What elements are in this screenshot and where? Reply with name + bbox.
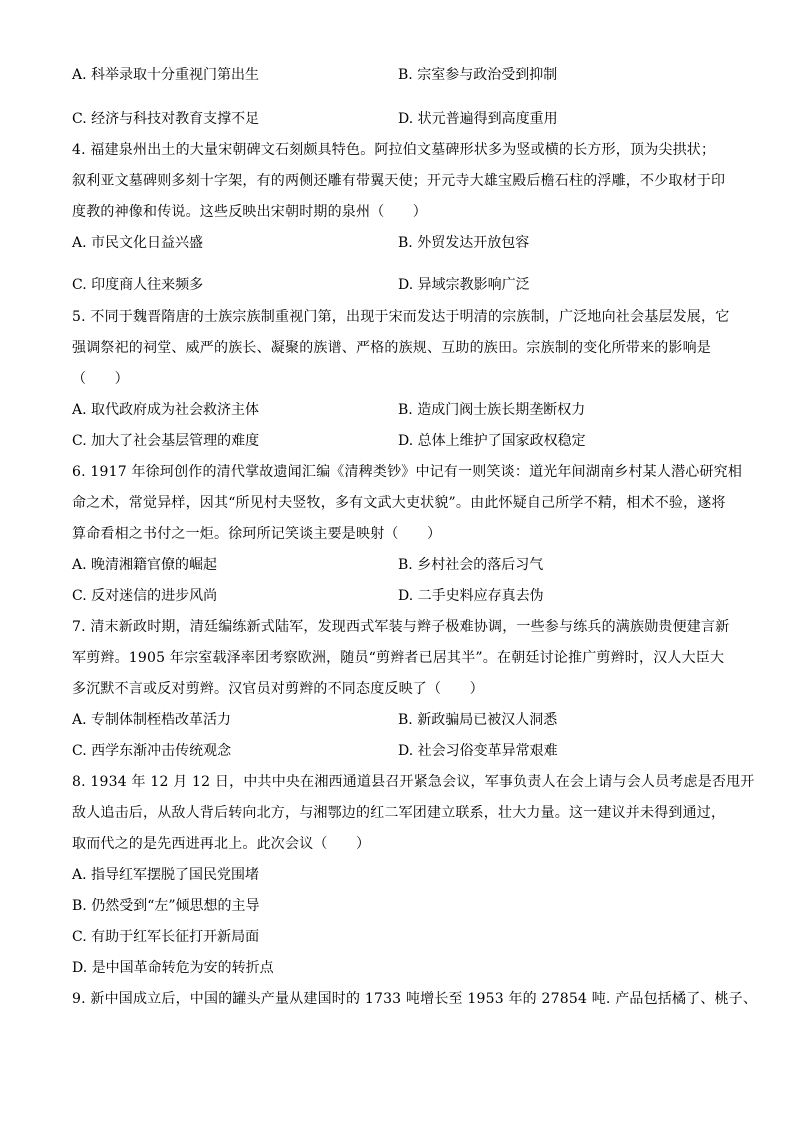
q8-stem-line-1: 8. 1934 年 12 月 12 日，中共中央在湘西通道县召开紧急会议，军事负责人在会上请与会人员考虑是否甩开 [72, 774, 755, 790]
q5-stem-line-3: （ ） [72, 371, 129, 387]
q8-option-a[interactable]: A. 指导红军摆脱了国民党围堵 [72, 867, 260, 883]
q7-stem-line-2: 军剪辫。1905 年宗室载泽率团考察欧洲，随员“剪辫者已居其半”。在朝廷讨论推广剪辫时，汉人大臣大 [72, 650, 725, 666]
q5-option-a[interactable]: A. 取代政府成为社会救济主体 [72, 402, 260, 418]
q8-option-c[interactable]: C. 有助于红军长征打开新局面 [72, 929, 260, 945]
q6-stem-line-1: 6. 1917 年徐珂创作的清代掌故遗闻汇编《清稗类钞》中记有一则笑谈：道光年间湖南乡村某人潜心研究相 [72, 464, 743, 480]
q3-option-d[interactable]: D. 状元普遍得到高度重用 [398, 111, 558, 127]
q6-option-a[interactable]: A. 晚清湘籍官僚的崛起 [72, 557, 218, 573]
q8-stem-line-2: 敌人追击后，从敌人背后转向北方，与湘鄂边的红二军团建立联系，壮大力量。这一建议并未得到通过， [72, 805, 726, 821]
q5-stem-line-2: 强调祭祀的祠堂、威严的族长、凝聚的族谱、严格的族规、互助的族田。宗族制的变化所带来的影响是 [72, 340, 711, 356]
q5-option-c[interactable]: C. 加大了社会基层管理的难度 [72, 433, 260, 449]
q8-stem-line-3: 取而代之的是先西进再北上。此次会议（ ） [72, 836, 371, 852]
q7-option-d[interactable]: D. 社会习俗变革异常艰难 [398, 743, 558, 759]
q7-stem-line-3: 多沉默不言或反对剪辫。汉官员对剪辫的不同态度反映了（ ） [72, 681, 484, 697]
q6-option-d[interactable]: D. 二手史料应存真去伪 [398, 588, 544, 604]
q6-stem-line-3: 算命看相之书付之一炬。徐珂所记笑谈主要是映射（ ） [72, 526, 442, 542]
q3-option-b[interactable]: B. 宗室参与政治受到抑制 [398, 67, 558, 83]
q3-option-a[interactable]: A. 科举录取十分重视门第出生 [72, 67, 260, 83]
q4-option-d[interactable]: D. 异域宗教影响广泛 [398, 277, 530, 293]
q6-stem-line-2: 命之术，常觉异样，因其“所见村夫竖牧，多有文武大吏状貌”。由此怀疑自己所学不精，相术不验，遂将 [72, 495, 726, 511]
q7-option-a[interactable]: A. 专制体制桎梏改革活力 [72, 712, 232, 728]
q4-stem-line-2: 叙利亚文墓碑则多刻十字架，有的两侧还雕有带翼天使；开元寺大雄宝殿后檐石柱的浮雕，不少取材于印 [72, 173, 726, 189]
q6-option-c[interactable]: C. 反对迷信的进步风尚 [72, 588, 218, 604]
q7-stem-line-1: 7. 清末新政时期，清廷编练新式陆军，发现西式军装与辫子极难协调，一些参与练兵的满族勋贵便建言新 [72, 619, 730, 635]
q4-stem-line-3: 度教的神像和传说。这些反映出宋朝时期的泉州（ ） [72, 204, 427, 220]
q9-stem-line-1: 9. 新中国成立后，中国的罐头产量从建国时的 1733 吨增长至 1953 年的 27854 吨. 产品包括橘了、桃子、 [72, 991, 758, 1007]
q4-option-c[interactable]: C. 印度商人往来频多 [72, 277, 204, 293]
q7-option-c[interactable]: C. 西学东渐冲击传统观念 [72, 743, 232, 759]
q5-option-d[interactable]: D. 总体上维护了国家政权稳定 [398, 433, 586, 449]
q6-option-b[interactable]: B. 乡村社会的落后习气 [398, 557, 544, 573]
q4-stem-line-1: 4. 福建泉州出土的大量宋朝碑文石刻颇具特色。阿拉伯文墓碑形状多为竖或横的长方形，顶为尖拱状； [72, 142, 716, 158]
q5-option-b[interactable]: B. 造成门阀士族长期垄断权力 [398, 402, 586, 418]
q3-option-c[interactable]: C. 经济与科技对教育支撑不足 [72, 111, 260, 127]
q5-stem-line-1: 5. 不同于魏晋隋唐的士族宗族制重视门第，出现于宋而发达于明清的宗族制，广泛地向社会基层发展，它 [72, 309, 730, 325]
q4-option-b[interactable]: B. 外贸发达开放包容 [398, 235, 530, 251]
q8-option-d[interactable]: D. 是中国革命转危为安的转折点 [72, 960, 274, 976]
q8-option-b[interactable]: B. 仍然受到“左”倾思想的主导 [72, 898, 260, 914]
q7-option-b[interactable]: B. 新政骗局已被汉人洞悉 [398, 712, 558, 728]
q4-option-a[interactable]: A. 市民文化日益兴盛 [72, 235, 204, 251]
